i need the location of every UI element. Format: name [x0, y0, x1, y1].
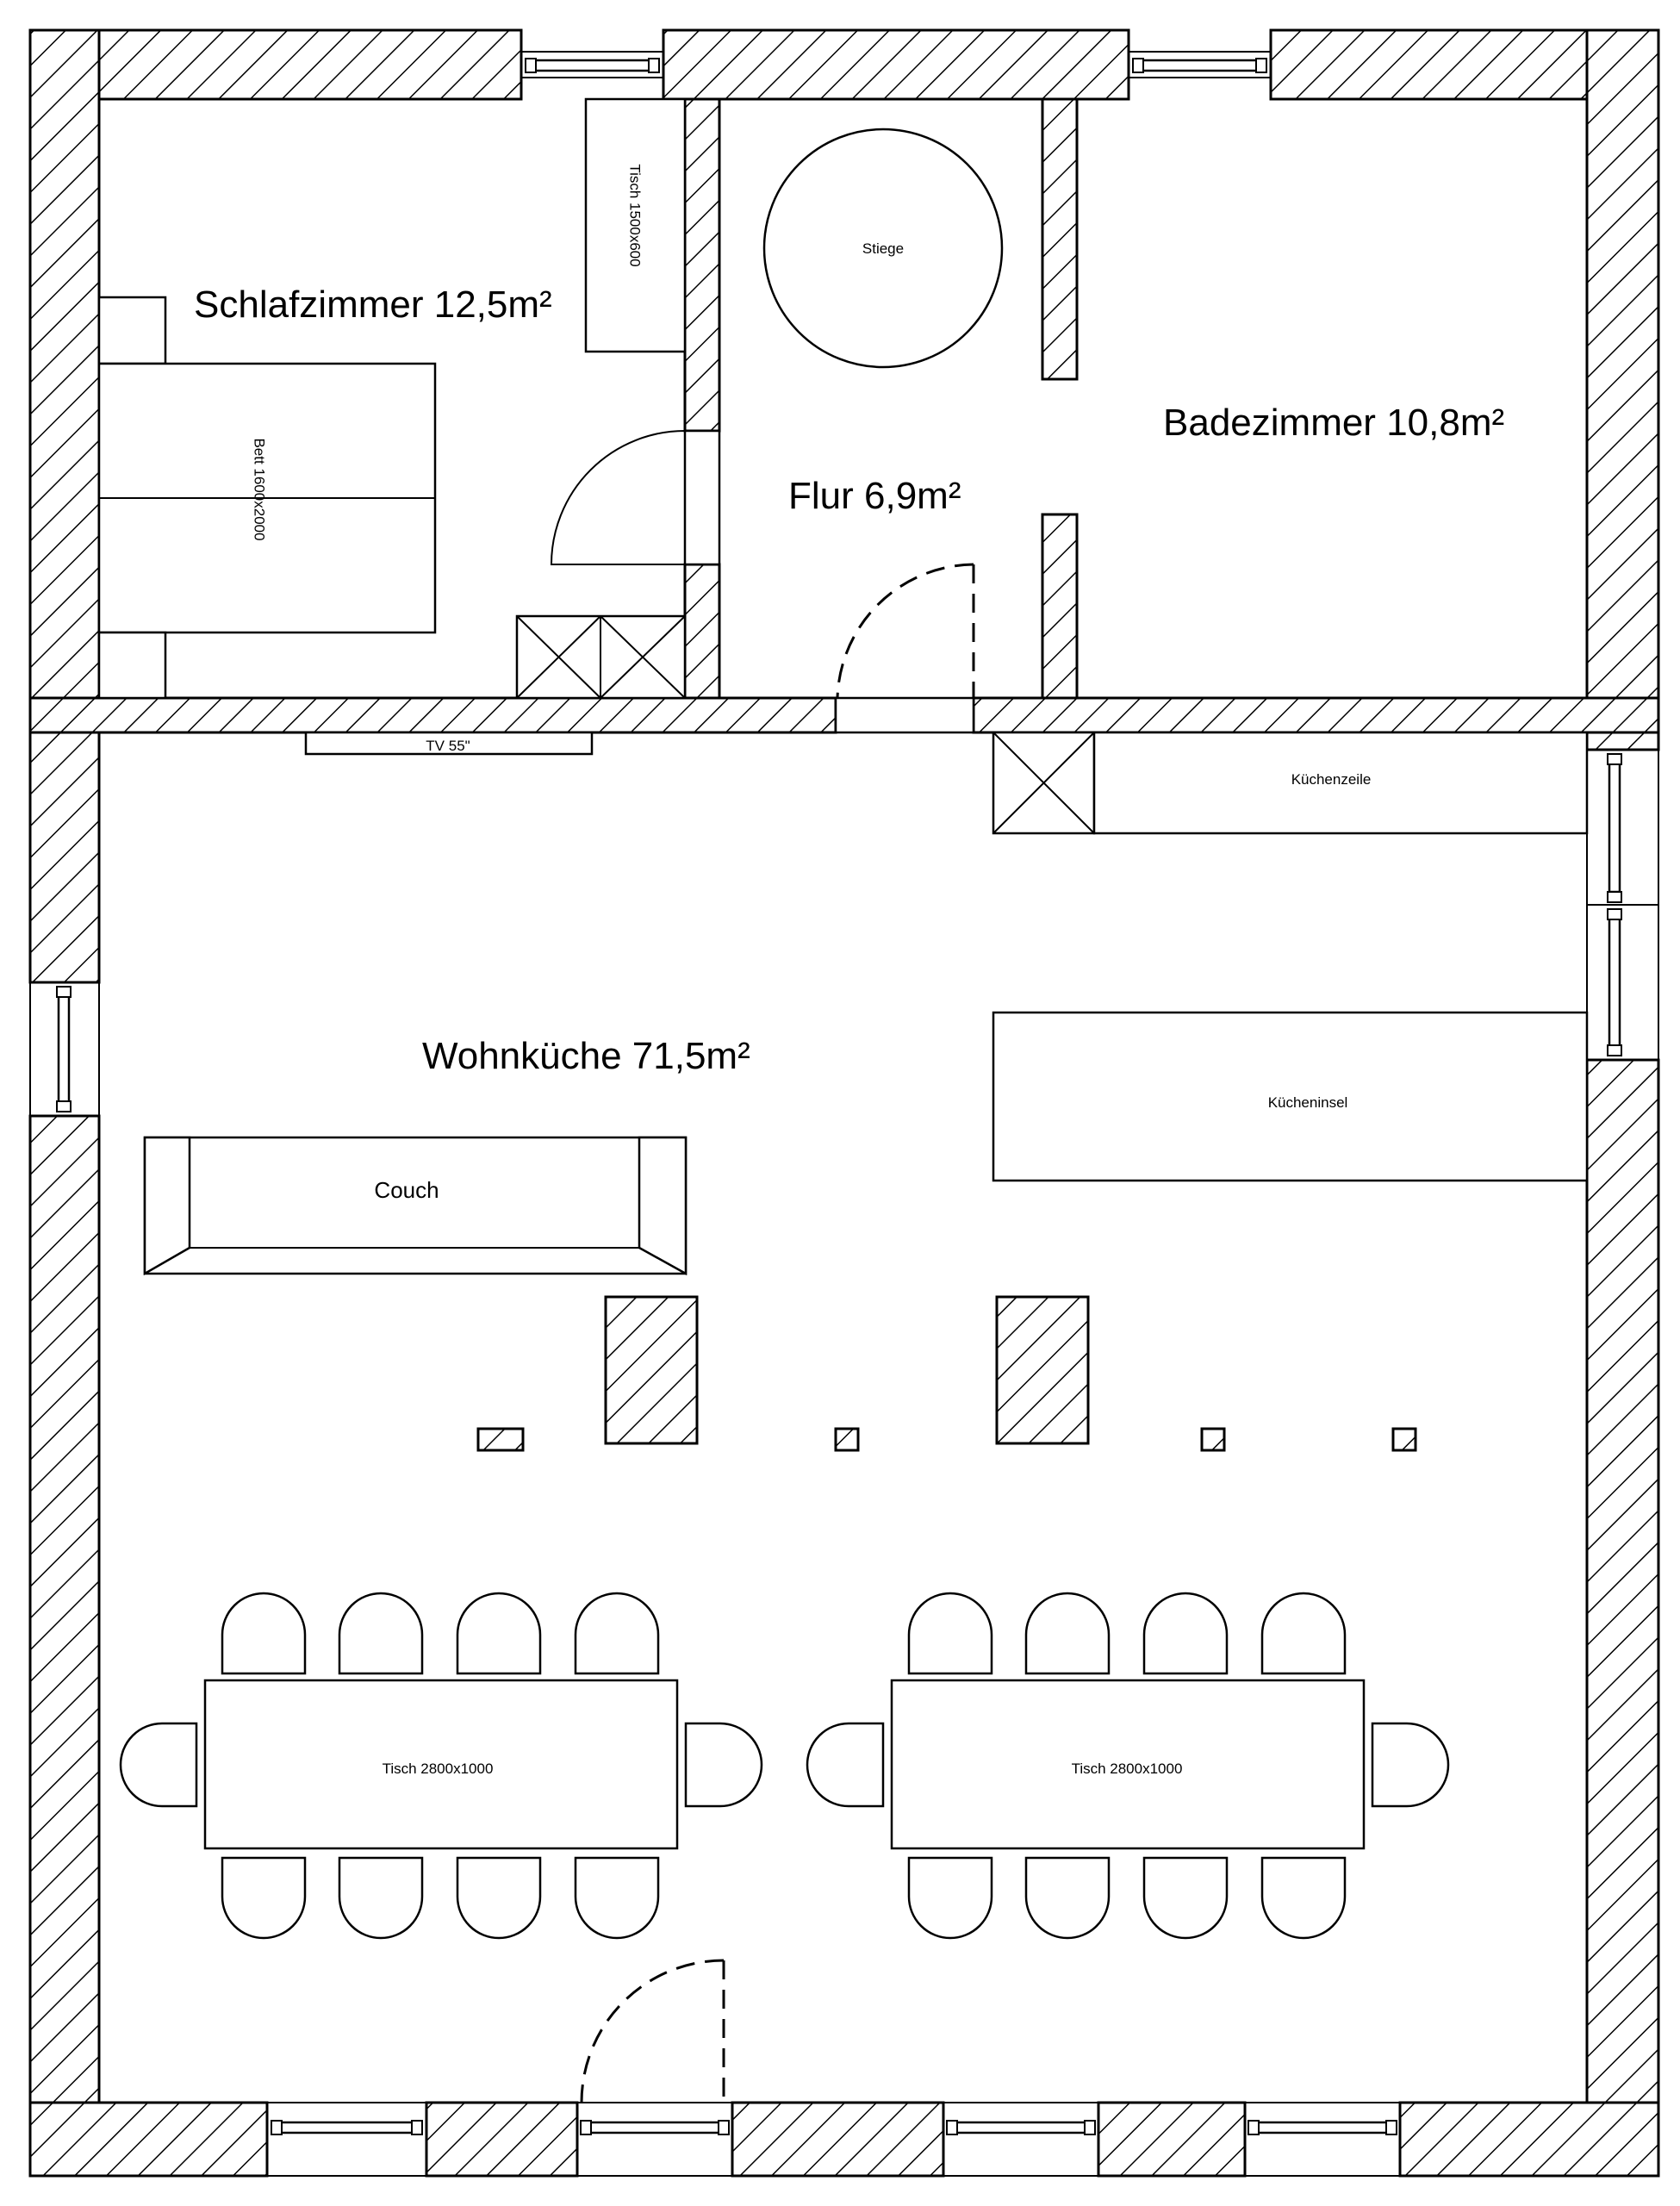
chair: [339, 1858, 422, 1938]
door-schlafzimmer: [551, 431, 719, 564]
wall-right-upper: [1587, 30, 1658, 750]
column-large-right: [997, 1297, 1088, 1443]
window-right-upper: [1587, 750, 1658, 905]
wall-bottom-e: [1400, 2103, 1658, 2176]
window-bottom-d: [1245, 2103, 1400, 2176]
tv: [306, 732, 592, 754]
chair: [222, 1593, 305, 1673]
wall-flur-left-upper: [685, 99, 719, 431]
chair: [909, 1858, 992, 1938]
bed: [99, 364, 435, 633]
dining-set-right: [807, 1593, 1448, 1938]
stairs: [764, 129, 1002, 367]
chair: [1144, 1858, 1227, 1938]
kitchen-corner-cabinet: [993, 732, 1094, 833]
kitchen-island: [993, 1013, 1587, 1181]
chair: [576, 1858, 658, 1938]
wall-bad-upper: [1042, 99, 1077, 379]
window-bottom-c: [943, 2103, 1098, 2176]
flur-room: [764, 129, 1002, 517]
window-right-lower: [1587, 905, 1658, 1060]
desk-small-label: Tisch 1500x600: [626, 164, 644, 267]
wall-bad-lower: [1042, 514, 1077, 698]
wall-left-lower: [30, 1116, 99, 2176]
wall-horizontal-b: [974, 698, 1658, 732]
nightstand-bottom: [99, 633, 165, 698]
dining-table-left-label: Tisch 2800x1000: [382, 1760, 494, 1777]
wohnkueche-room: [121, 732, 1587, 1938]
bed-label: Bett 1600x2000: [251, 438, 268, 541]
window-bottom-door: [577, 2103, 732, 2176]
chair: [1026, 1858, 1109, 1938]
chair: [1026, 1593, 1109, 1673]
schlafzimmer-room: [99, 99, 685, 698]
chair: [1262, 1593, 1345, 1673]
dining-table-right-label: Tisch 2800x1000: [1071, 1760, 1183, 1777]
window-bottom-a: [267, 2103, 426, 2176]
kitchen-counter-label: Küchenzeile: [1291, 771, 1372, 788]
chair: [1262, 1858, 1345, 1938]
tv-label: TV 55": [426, 738, 470, 754]
wall-bottom-a: [30, 2103, 267, 2176]
door-flur: [836, 564, 974, 732]
chair: [457, 1858, 540, 1938]
chair: [909, 1593, 992, 1673]
couch-label: Couch: [374, 1177, 439, 1203]
column-large-left: [606, 1297, 697, 1443]
wall-flur-left-lower: [685, 564, 719, 698]
wall-bottom-c: [732, 2103, 943, 2176]
post-b: [836, 1429, 858, 1450]
wall-right-lower: [1587, 1060, 1658, 2176]
wall-left-upper: [30, 30, 99, 982]
nightstand-top: [99, 297, 165, 364]
couch: [145, 1137, 686, 1274]
chair: [222, 1858, 305, 1938]
kitchen-island-label: Kücheninsel: [1267, 1094, 1348, 1111]
wardrobe: [517, 616, 685, 698]
dining-set-left: [121, 1593, 762, 1938]
kitchen-counter: [1094, 732, 1587, 833]
wall-top-left: [30, 30, 521, 99]
wall-bottom-b: [426, 2103, 577, 2176]
desk-small: [586, 99, 685, 352]
window-top-right: [1129, 52, 1271, 78]
post-c: [1202, 1429, 1224, 1450]
post-d: [1393, 1429, 1416, 1450]
wall-bottom-d: [1098, 2103, 1245, 2176]
window-top-left: [521, 52, 663, 78]
wall-horizontal-a: [30, 698, 836, 732]
chair: [576, 1593, 658, 1673]
room-label-wohnkueche: Wohnküche 71,5m²: [422, 1035, 750, 1077]
wall-top-mid: [663, 30, 1129, 99]
chair: [121, 1723, 196, 1806]
room-label-schlafzimmer: Schlafzimmer 12,5m²: [194, 284, 552, 326]
post-a: [478, 1429, 523, 1450]
door-entrance: [582, 1960, 724, 2103]
chair: [686, 1723, 762, 1806]
chair: [457, 1593, 540, 1673]
stairs-label: Stiege: [862, 240, 905, 257]
chair: [1144, 1593, 1227, 1673]
room-label-badezimmer: Badezimmer 10,8m²: [1163, 402, 1505, 444]
chair: [339, 1593, 422, 1673]
window-left: [30, 982, 99, 1116]
columns: [478, 1297, 1416, 1450]
chair: [807, 1723, 883, 1806]
room-label-flur: Flur 6,9m²: [788, 475, 961, 517]
chair: [1372, 1723, 1448, 1806]
